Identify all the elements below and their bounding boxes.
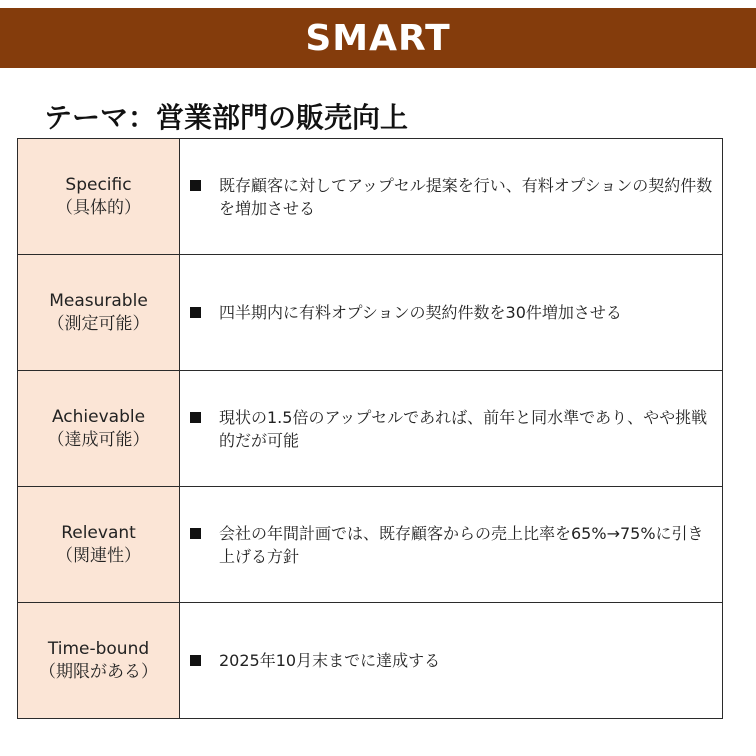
square-bullet-icon xyxy=(190,307,201,318)
square-bullet-icon xyxy=(190,528,201,539)
header-banner xyxy=(0,8,756,68)
square-bullet-icon xyxy=(190,655,201,666)
label-en: Relevant xyxy=(61,522,136,543)
label-cell-specific xyxy=(18,139,180,255)
content-cell-specific xyxy=(180,139,723,255)
label-jp: （具体的） xyxy=(56,197,141,218)
content-cell-achievable xyxy=(180,371,723,487)
table-row xyxy=(18,255,723,371)
table-row xyxy=(18,603,723,719)
table-row xyxy=(18,487,723,603)
label-en: Achievable xyxy=(51,406,146,427)
content-text: 現状の1.5倍のアップセルであれば、前年と同水準であり、やや挑戦的だが可能 xyxy=(219,407,708,450)
page-title: SMART xyxy=(305,17,451,59)
label-en: Time-bound xyxy=(47,638,150,659)
content-text: 四半期内に有料オプションの契約件数を30件増加させる xyxy=(219,303,622,322)
label-cell-relevant xyxy=(18,487,180,603)
content-text: 既存顧客に対してアップセル提案を行い、有料オプションの契約件数を増加させる xyxy=(219,175,713,218)
table-row xyxy=(18,371,723,487)
label-cell-time-bound xyxy=(18,603,180,719)
square-bullet-icon xyxy=(190,180,201,191)
theme-heading: テーマ：営業部門の販売向上 xyxy=(44,101,409,134)
content-cell-measurable xyxy=(180,255,723,371)
label-en: Measurable xyxy=(49,290,148,311)
content-cell-relevant xyxy=(180,487,723,603)
content-text: 会社の年間計画では、既存顧客からの売上比率を65%→75%に引き上げる方針 xyxy=(219,523,704,566)
label-cell-achievable xyxy=(18,371,180,487)
label-jp: （測定可能） xyxy=(47,313,150,334)
smart-table xyxy=(17,138,723,719)
label-jp: （期限がある） xyxy=(39,661,158,682)
label-cell-measurable xyxy=(18,255,180,371)
label-jp: （関連性） xyxy=(56,545,141,566)
content-text: 2025年10月末までに達成する xyxy=(219,651,441,670)
label-jp: （達成可能） xyxy=(47,429,150,450)
content-cell-time-bound xyxy=(180,603,723,719)
square-bullet-icon xyxy=(190,412,201,423)
table-row xyxy=(18,139,723,255)
label-en: Specific xyxy=(65,174,132,195)
